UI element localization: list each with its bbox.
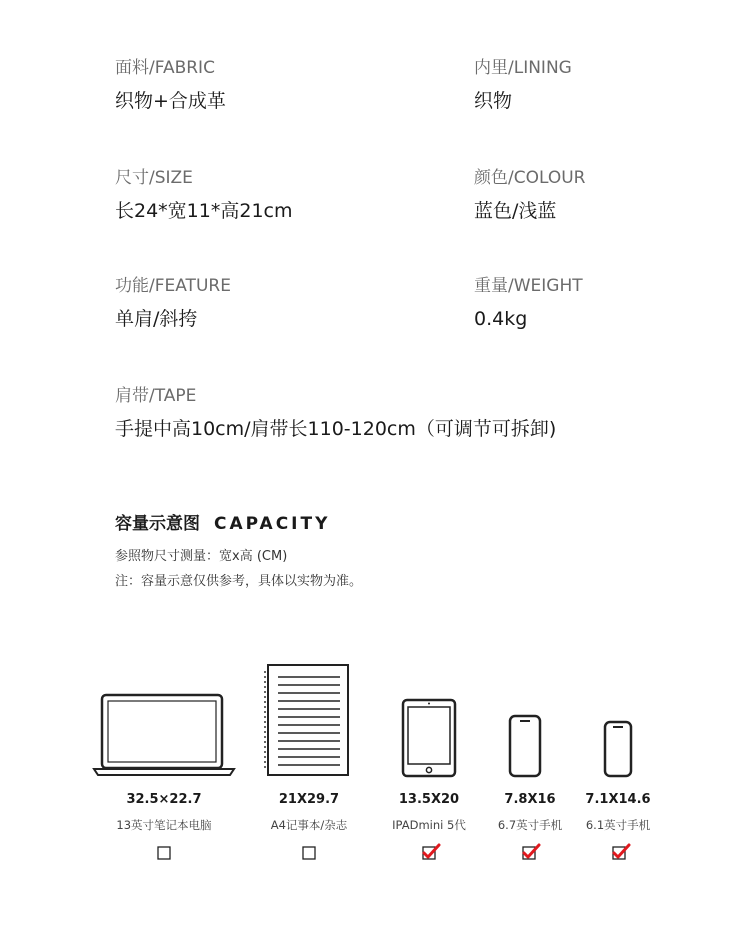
device-dimensions: 7.1X14.6 <box>585 792 651 807</box>
device-dimensions: 13.5X20 <box>398 792 460 807</box>
device-name: IPADmini 5代 <box>392 818 466 832</box>
device-name: 6.1英寸手机 <box>585 818 651 832</box>
notebook-icon <box>262 663 352 778</box>
capacity-title-en: CAPACITY <box>214 514 331 534</box>
checked-box-icon <box>521 843 539 861</box>
spec-label: 内里/LINING <box>474 58 572 78</box>
device-name: 13英寸笔记本电脑 <box>116 818 212 832</box>
spec-feature <box>115 275 231 332</box>
spec-lining <box>474 57 572 114</box>
spec-label: 尺寸/SIZE <box>115 168 193 188</box>
capacity-note-disclaimer: 注：容量示意仅供参考，具体以实物为准。 <box>115 574 363 589</box>
device-name: A4记事本/杂志 <box>270 818 348 832</box>
spec-fabric <box>115 57 226 114</box>
checked-box-icon <box>611 843 629 861</box>
spec-label: 功能/FEATURE <box>115 276 231 296</box>
spec-colour <box>474 167 585 224</box>
spec-label: 颜色/COLOUR <box>474 168 586 188</box>
spec-value: 单肩/斜挎 <box>115 308 198 330</box>
capacity-title-cn: 容量示意图 <box>115 514 200 534</box>
device-dimensions: 32.5×22.7 <box>126 792 202 807</box>
capacity-note-measure: 参照物尺寸测量：宽x高 (CM) <box>115 549 288 564</box>
laptop-icon <box>92 693 236 778</box>
device-dimensions: 7.8X16 <box>504 792 556 807</box>
spec-label: 重量/WEIGHT <box>474 276 583 296</box>
spec-value: 0.4kg <box>474 308 528 330</box>
phone-icon <box>603 720 633 778</box>
phone-icon <box>508 714 542 778</box>
unchecked-box-icon <box>301 845 319 863</box>
spec-label: 面料/FABRIC <box>115 58 215 78</box>
device-name: 6.7英寸手机 <box>497 818 563 832</box>
spec-value: 织物+合成革 <box>115 90 226 112</box>
spec-value: 手提中高10cm/肩带长110-120cm（可调节可拆卸) <box>115 418 557 440</box>
spec-value: 长24*宽11*高21cm <box>115 200 293 222</box>
device-dimensions: 21X29.7 <box>278 792 340 807</box>
checked-box-icon <box>421 843 439 861</box>
tablet-icon <box>401 698 457 778</box>
spec-weight <box>474 275 583 332</box>
unchecked-box-icon <box>156 845 174 863</box>
spec-tape <box>115 385 556 442</box>
spec-value: 蓝色/浅蓝 <box>474 200 557 222</box>
spec-size <box>115 167 293 224</box>
spec-value: 织物 <box>474 90 513 112</box>
spec-label: 肩带/TAPE <box>115 386 197 406</box>
capacity-title <box>115 509 330 534</box>
